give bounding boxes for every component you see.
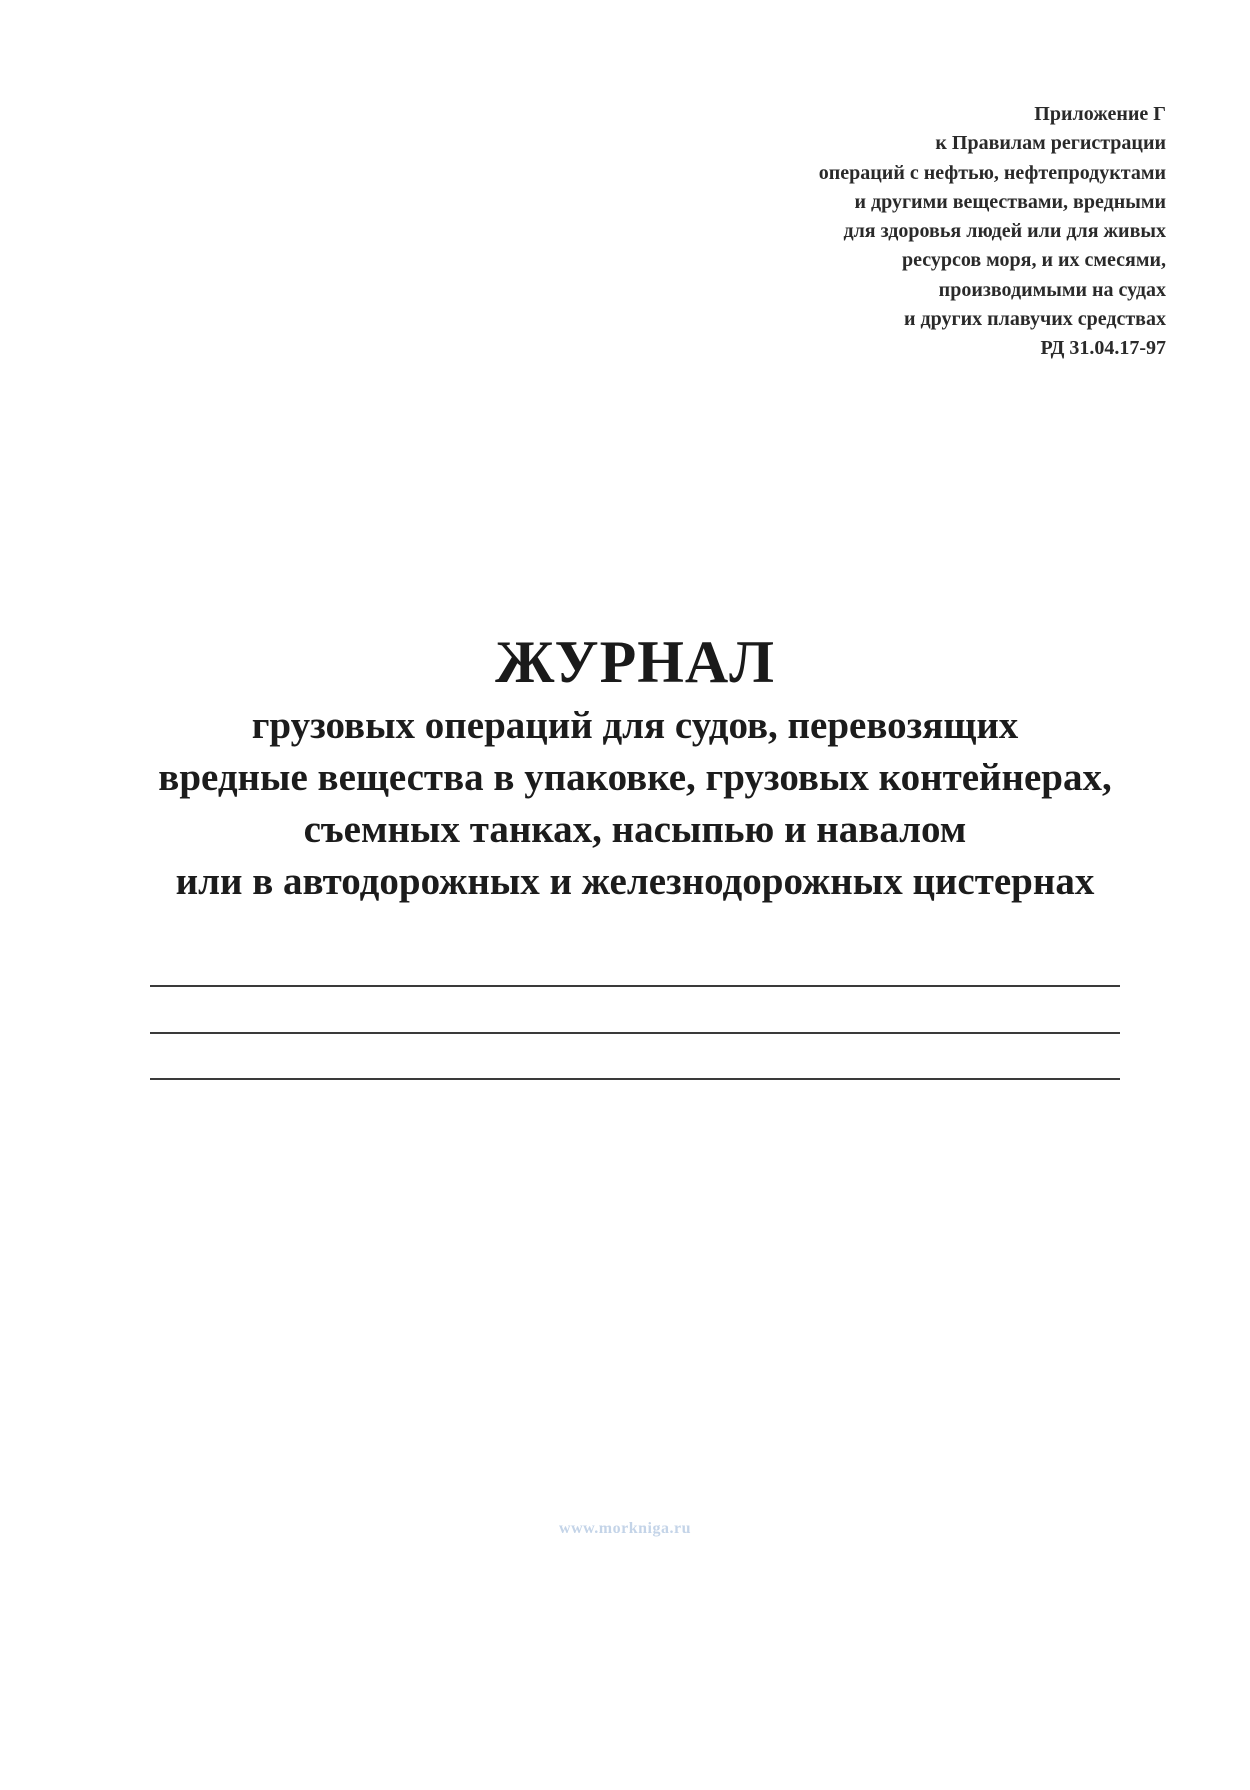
subtitle-line: съемных танках, насыпью и навалом	[303, 808, 967, 851]
subtitle-line: или в автодорожных и железнодорожных цистернах	[175, 860, 1095, 903]
subtitle-line: вредные вещества в упаковке, грузовых контейнерах,	[158, 756, 1112, 799]
appendix-line: производимыми на судах	[938, 278, 1166, 301]
subtitle-line: грузовых операций для судов, перевозящих	[251, 704, 1019, 747]
watermark: www.morkniga.ru	[559, 1520, 691, 1537]
blank-fill-line	[150, 985, 1120, 987]
blank-fill-line	[150, 1078, 1120, 1080]
appendix-document-code: РД 31.04.17-97	[1040, 337, 1166, 360]
appendix-line: ресурсов моря, и их смесями,	[902, 249, 1166, 272]
appendix-line: операций с нефтью, нефтепродуктами	[818, 161, 1166, 184]
appendix-line: Приложение Г	[1034, 103, 1166, 125]
document-title: ЖУРНАЛ	[495, 629, 775, 695]
appendix-header	[646, 100, 1166, 364]
appendix-line: и других плавучих средствах	[903, 308, 1166, 331]
blank-fill-line	[150, 1032, 1120, 1034]
document-subtitle	[0, 700, 1250, 908]
appendix-line: для здоровья людей или для живых	[843, 220, 1166, 243]
title-block	[0, 628, 1250, 908]
appendix-line: и другими веществами, вредными	[854, 190, 1166, 213]
appendix-line: к Правилам регистрации	[935, 132, 1166, 155]
